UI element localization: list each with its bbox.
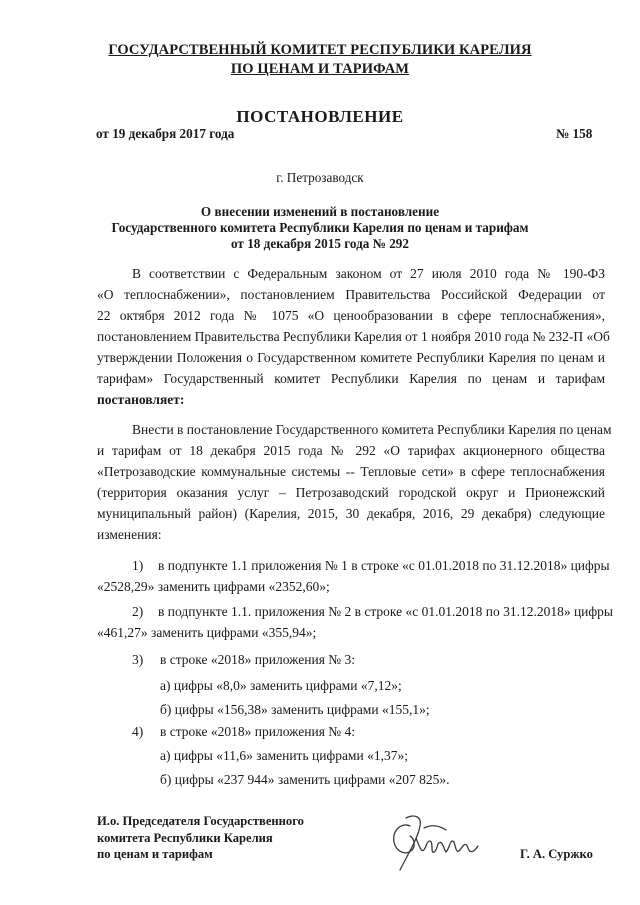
org-name-line1: ГОСУДАРСТВЕННЫЙ КОМИТЕТ РЕСПУБЛИКИ КАРЕЛИЯ — [108, 42, 532, 58]
list-item-continuation: «2528,29» заменить цифрами «2352,60»; — [97, 579, 330, 594]
item-number: 3) — [132, 652, 144, 667]
main-line: «Петрозаводские коммунальные системы -- Тепловые сети» в сфере теплоснабжения — [97, 464, 605, 479]
document-number: № 158 — [556, 126, 593, 141]
sub-item: а) цифры «11,6» заменить цифрами «1,37»; — [160, 748, 408, 763]
preamble-line: утверждении Положения о Государственном комитете Республики Карелия по ценам и — [97, 350, 605, 365]
main-line: муниципальный район) (Карелия, 2015, 30 декабря, 2016, 29 декабря) следующие — [97, 506, 605, 521]
subject-line-2: Государственного комитета Республики Карелия по ценам и тарифам — [111, 220, 529, 235]
list-item: в строке «2018» приложения № 3: — [160, 652, 356, 667]
list-item: в строке «2018» приложения № 4: — [160, 724, 356, 739]
subject-line-1: О внесении изменений в постановление — [200, 204, 440, 219]
signatory-name: Г. А. Суржко — [520, 847, 593, 861]
item-number: 2) — [132, 604, 144, 619]
preamble-line: постановлением Правительства Республики Карелия от 1 ноября 2010 года № 232-П «Об — [97, 329, 610, 344]
main-line: Внести в постановление Государственного комитета Республики Карелия по ценам — [132, 422, 612, 437]
signatory-position-line: комитета Республики Карелия — [97, 830, 273, 845]
list-item: в подпункте 1.1. приложения № 2 в строке «с 01.01.2018 по 31.12.2018» цифры — [158, 604, 613, 619]
main-line: изменения: — [97, 527, 162, 542]
preamble-line: 22 октября 2012 года № 1075 «О ценообразовании в сфере теплоснабжения», — [97, 308, 605, 323]
resolves-word: постановляет: — [97, 392, 185, 407]
item-number: 4) — [132, 724, 144, 739]
preamble-line: В соответствии с Федеральным законом от 27 июля 2010 года № 190-ФЗ — [132, 266, 605, 281]
signatory-position-line: по ценам и тарифам — [97, 847, 213, 861]
sub-item: б) цифры «156,38» заменить цифрами «155,1»; — [160, 702, 430, 717]
subject-line-3: от 18 декабря 2015 года № 292 — [231, 236, 409, 251]
preamble-line: тарифам» Государственный комитет Республики Карелия по ценам и тарифам — [97, 371, 605, 386]
item-number: 1) — [132, 558, 144, 573]
main-line: и тарифам от 18 декабря 2015 года № 292 «О тарифах акционерного общества — [97, 443, 605, 458]
org-name-line2: ПО ЦЕНАМ И ТАРИФАМ — [230, 61, 410, 77]
main-line: (территория оказания услуг – Петрозаводский городской округ и Прионежский — [97, 485, 605, 500]
document-title: ПОСТАНОВЛЕНИЕ — [236, 107, 404, 126]
document-city: г. Петрозаводск — [276, 170, 364, 185]
sub-item: б) цифры «237 944» заменить цифрами «207 825». — [160, 772, 450, 787]
sub-item: а) цифры «8,0» заменить цифрами «7,12»; — [160, 678, 402, 693]
preamble-line: «О теплоснабжении», постановлением Правительства Российской Федерации от — [97, 287, 605, 302]
list-item-continuation: «461,27» заменить цифрами «355,94»; — [97, 625, 317, 640]
handwritten-signature — [380, 808, 490, 880]
signatory-position — [97, 813, 304, 863]
signatory-position-line: И.о. Председателя Государственного — [97, 814, 304, 828]
document-date: от 19 декабря 2017 года — [96, 126, 235, 141]
list-item: в подпункте 1.1 приложения № 1 в строке «с 01.01.2018 по 31.12.2018» цифры — [158, 558, 610, 573]
